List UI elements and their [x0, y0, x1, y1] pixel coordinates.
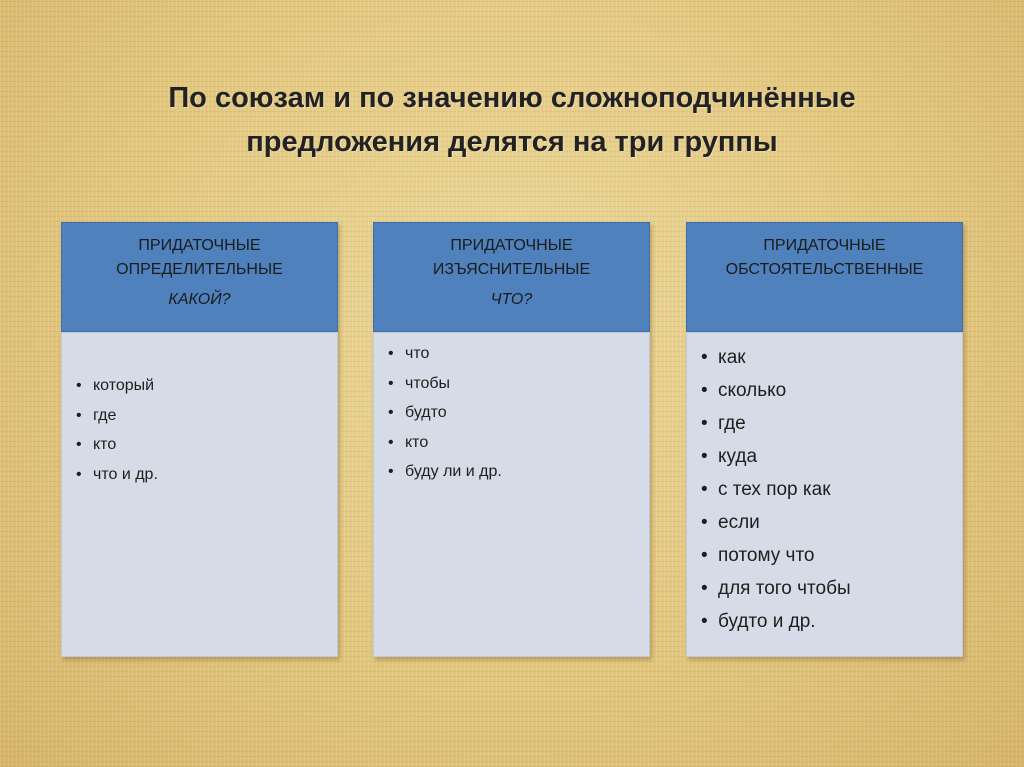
group-card-header [61, 222, 338, 332]
group-card-explanatory [373, 222, 650, 657]
list-item: • что [388, 339, 639, 369]
group-card-body [686, 332, 963, 657]
list-item: • что и др. [76, 460, 327, 490]
group-header-line-2: ОБСТОЯТЕЛЬСТВЕННЫЕ [725, 261, 924, 278]
slide-title-line-2: предложения делятся на три группы [246, 126, 778, 158]
group-header-line-1: ПРИДАТОЧНЫЕ [763, 237, 886, 254]
list-item: • куда [701, 440, 952, 473]
list-item: • кто [76, 430, 327, 460]
list-item: • который [76, 371, 327, 401]
group-card-adverbial [686, 222, 963, 657]
list-item: • чтобы [388, 369, 639, 399]
group-header-line-1: ПРИДАТОЧНЫЕ [138, 237, 261, 254]
group-header-line-1: ПРИДАТОЧНЫЕ [450, 237, 573, 254]
group-question: КАКОЙ? [168, 291, 231, 308]
conjunction-list [76, 371, 327, 489]
list-item: • потому что [701, 539, 952, 572]
list-item: • где [701, 407, 952, 440]
list-item: • как [701, 341, 952, 374]
list-item: • для того чтобы [701, 572, 952, 605]
conjunction-list [701, 341, 952, 638]
list-item: • где [76, 401, 327, 431]
group-card-header [686, 222, 963, 332]
list-item: • сколько [701, 374, 952, 407]
group-header-line-2: ИЗЪЯСНИТЕЛЬНЫЕ [432, 261, 591, 278]
list-item: • с тех пор как [701, 473, 952, 506]
group-card-body [61, 332, 338, 657]
group-header-line-2: ОПРЕДЕЛИТЕЛЬНЫЕ [116, 261, 283, 278]
slide-title [60, 76, 964, 164]
list-item: • будто [388, 398, 639, 428]
list-item: • кто [388, 428, 639, 458]
list-item: • если [701, 506, 952, 539]
group-card-attributive [61, 222, 338, 657]
group-card-header [373, 222, 650, 332]
conjunction-list [388, 339, 639, 487]
slide-title-line-1: По союзам и по значению сложноподчинённые [168, 82, 856, 114]
group-card-body [373, 332, 650, 657]
group-question: ЧТО? [490, 291, 533, 308]
list-item: • будто и др. [701, 605, 952, 638]
list-item: • буду ли и др. [388, 457, 639, 487]
